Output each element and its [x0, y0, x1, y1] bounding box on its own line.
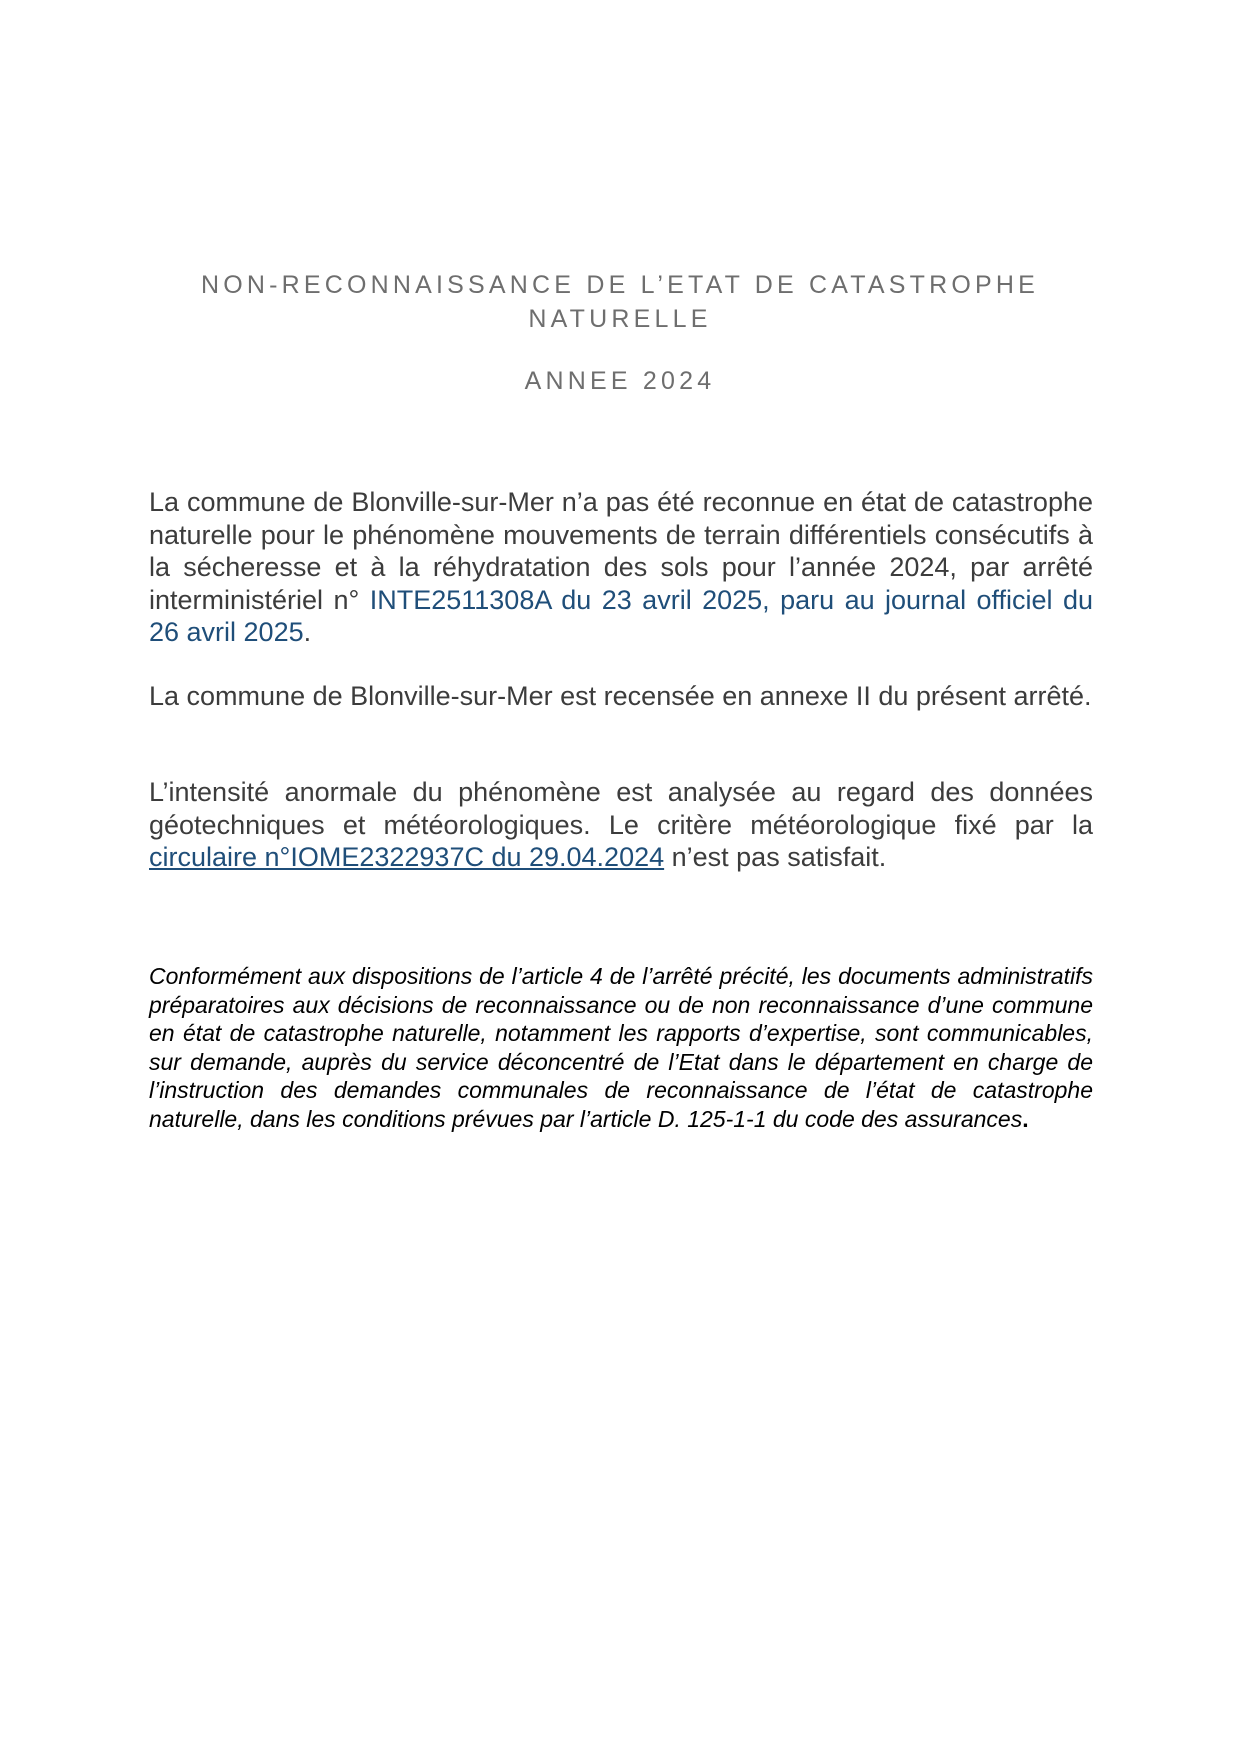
- circular-link[interactable]: circulaire n°IOME2322937C du 29.04.2024: [149, 842, 665, 872]
- paragraph-criteria: [149, 776, 1093, 874]
- document-title: [148, 268, 1092, 398]
- legal-note-text: Conformément aux dispositions de l’article 4 de l’arrêté précité, les documents administratifs préparatoires aux décisions de reconnaissance ou de non reconnaissance d’une commune en état de catastrophe naturelle, notamment les rapports d’expertise, sont communicables, sur demande, auprès du service déconcentré de l’Etat dans le département en charge de l’instruction des demandes communales de reconnaissance de l’état de catastrophe naturelle, dans les conditions prévues par l’article D. 125-1-1 du code des assurances: [149, 963, 1093, 1132]
- paragraph1-text: La commune de Blonville-sur-Mer n’a pas été reconnue en état de catastrophe naturelle pour le phénomène mouvements de terrain différentiels consécutifs à la sécheresse et à la réhydratation des sols pour l’année 2024, par arrêté interministériel n°: [149, 487, 1093, 615]
- paragraph-annex: [149, 680, 1093, 713]
- paragraph3-end: n’est pas satisfait.: [664, 842, 887, 872]
- title-year: ANNEE 2024: [524, 367, 716, 395]
- paragraph3-text: L’intensité anormale du phénomène est analysée au regard des données géotechniques et météorologiques. Le critère météorologique fixé par la: [149, 777, 1093, 840]
- paragraph-non-recognition: [149, 486, 1093, 649]
- legal-note-end: .: [1022, 1105, 1029, 1132]
- decree-reference: INTE2511308A du 23 avril 2025, paru au journal officiel du 26 avril 2025: [149, 584, 1093, 647]
- paragraph1-end: .: [303, 617, 312, 647]
- paragraph2-text: La commune de Blonville-sur-Mer est recensée en annexe II du présent arrêté.: [149, 681, 1092, 711]
- legal-note: [149, 962, 1093, 1134]
- title-line-1: NON-RECONNAISSANCE DE L’ETAT DE CATASTROPHE: [200, 271, 1040, 299]
- title-line-2: NATURELLE: [528, 305, 712, 333]
